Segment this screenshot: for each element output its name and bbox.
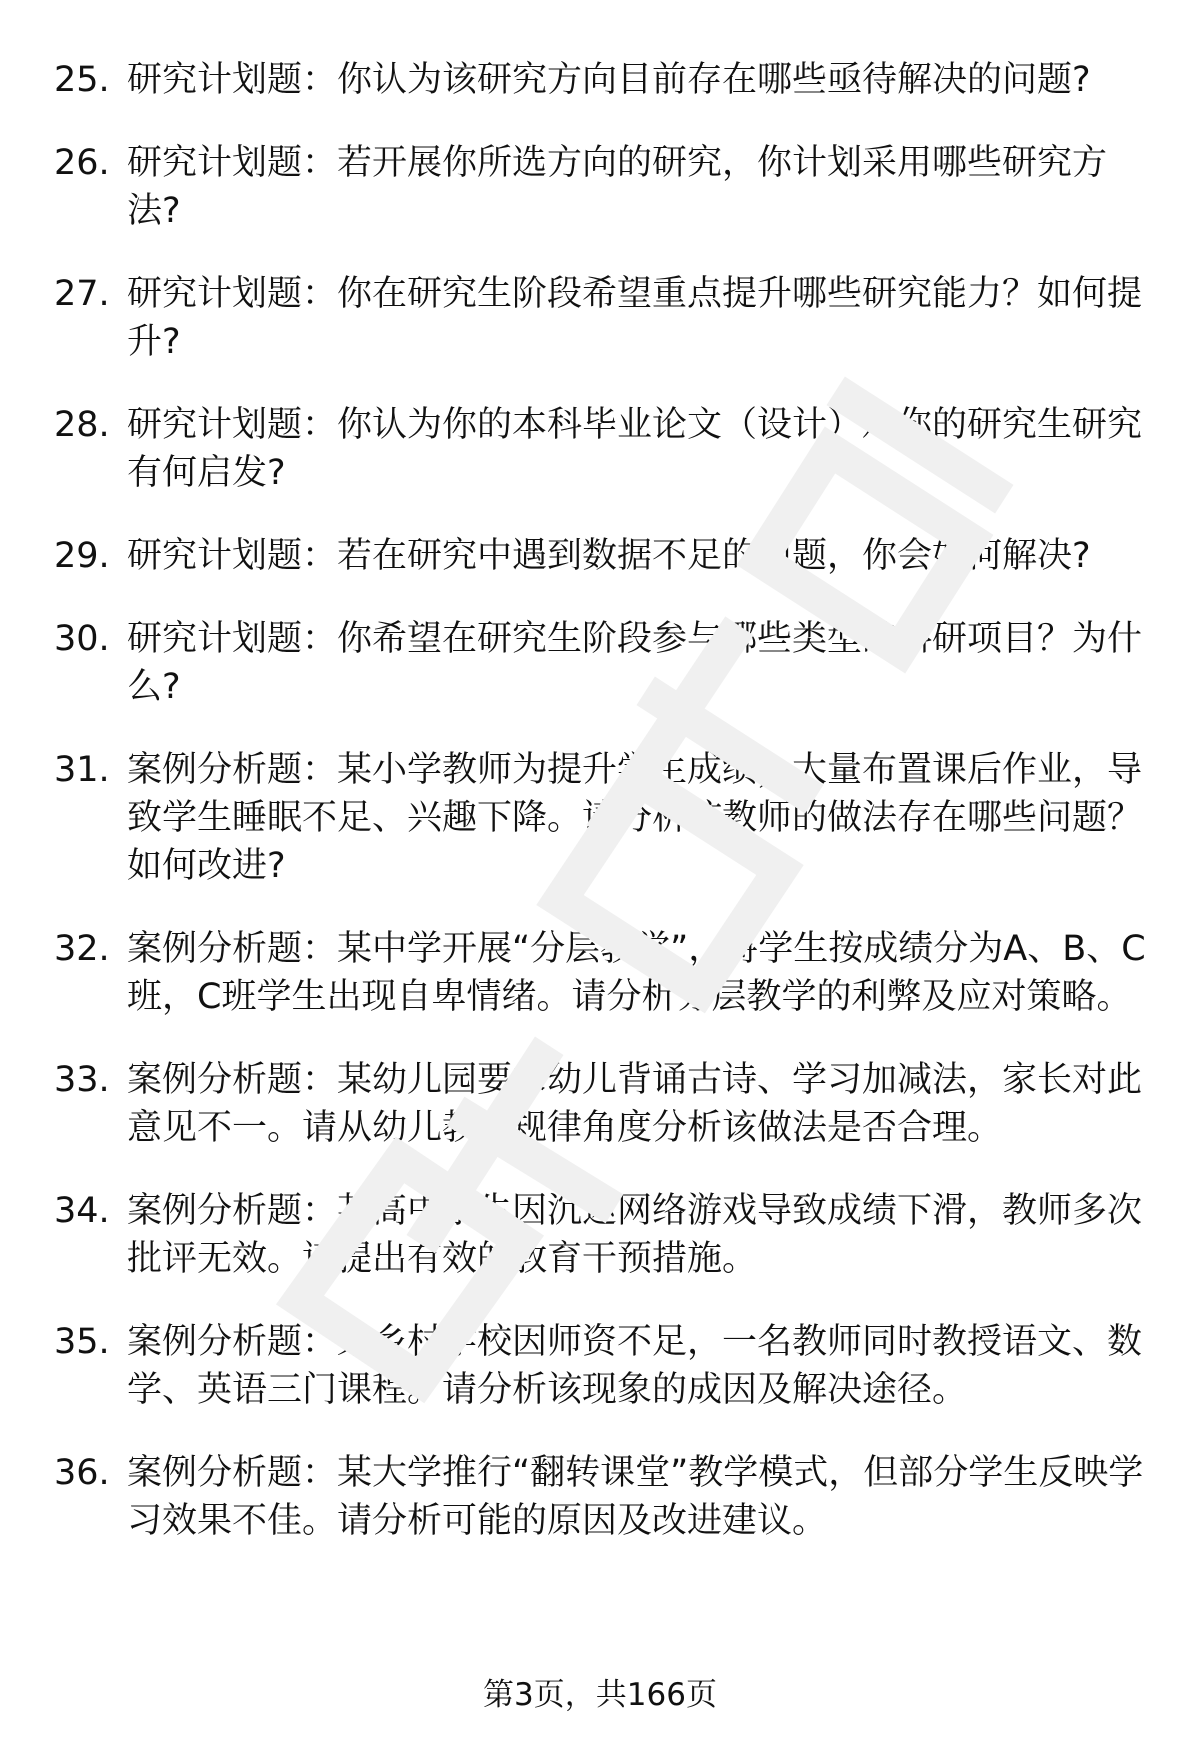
question-text: 研究计划题：你认为该研究方向目前存在哪些亟待解决的问题? <box>127 60 1091 100</box>
list-item <box>54 1056 1160 1152</box>
list-item <box>54 56 1160 104</box>
question-number: 33. <box>54 1060 110 1100</box>
question-number: 34. <box>54 1191 110 1231</box>
question-text: 案例分析题：某高中学生因沉迷网络游戏导致成绩下滑，教师多次批评无效。请提出有效的教育干预措施。 <box>127 1191 1143 1279</box>
list-item <box>54 1449 1160 1545</box>
question-text: 案例分析题：某小学教师为提升学生成绩，大量布置课后作业，导致学生睡眠不足、兴趣下降。请分析该教师的做法存在哪些问题？如何改进? <box>127 750 1143 886</box>
question-number: 27. <box>54 274 110 314</box>
question-number: 35. <box>54 1322 110 1362</box>
question-text: 案例分析题：某大学推行“翻转课堂”教学模式，但部分学生反映学习效果不佳。请分析可能的原因及改进建议。 <box>127 1453 1144 1541</box>
question-text: 案例分析题：某乡村学校因师资不足，一名教师同时教授语文、数学、英语三门课程。请分析该现象的成因及解决途径。 <box>127 1322 1143 1410</box>
question-list <box>0 56 1200 1545</box>
question-number: 32. <box>54 929 110 969</box>
list-item <box>54 746 1160 890</box>
page-number-label: 第3页，共166页 <box>483 1677 717 1713</box>
question-text: 研究计划题：若在研究中遇到数据不足的问题，你会如何解决? <box>127 536 1091 576</box>
question-number: 28. <box>54 405 110 445</box>
list-item <box>54 1318 1160 1414</box>
list-item <box>54 401 1160 497</box>
question-text: 研究计划题：你在研究生阶段希望重点提升哪些研究能力？如何提升? <box>127 274 1143 362</box>
question-number: 26. <box>54 143 110 183</box>
question-text: 案例分析题：某中学开展“分层教学”，将学生按成绩分为A、B、C班，C班学生出现自卑情绪。请分析分层教学的利弊及应对策略。 <box>127 929 1146 1017</box>
question-number: 31. <box>54 750 110 790</box>
question-text: 研究计划题：若开展你所选方向的研究，你计划采用哪些研究方法? <box>127 143 1108 231</box>
list-item <box>54 139 1160 235</box>
question-text: 研究计划题：你希望在研究生阶段参与哪些类型的科研项目？为什么? <box>127 619 1143 707</box>
question-number: 30. <box>54 619 110 659</box>
question-number: 25. <box>54 60 110 100</box>
list-item <box>54 270 1160 366</box>
list-item <box>54 615 1160 711</box>
question-text: 研究计划题：你认为你的本科毕业论文（设计）对你的研究生研究有何启发? <box>127 405 1143 493</box>
list-item <box>54 532 1160 580</box>
question-number: 29. <box>54 536 110 576</box>
page-footer <box>0 1675 1200 1715</box>
list-item <box>54 925 1160 1021</box>
question-text: 案例分析题：某幼儿园要求幼儿背诵古诗、学习加减法，家长对此意见不一。请从幼儿教育规律角度分析该做法是否合理。 <box>127 1060 1143 1148</box>
question-number: 36. <box>54 1453 110 1493</box>
list-item <box>54 1187 1160 1283</box>
